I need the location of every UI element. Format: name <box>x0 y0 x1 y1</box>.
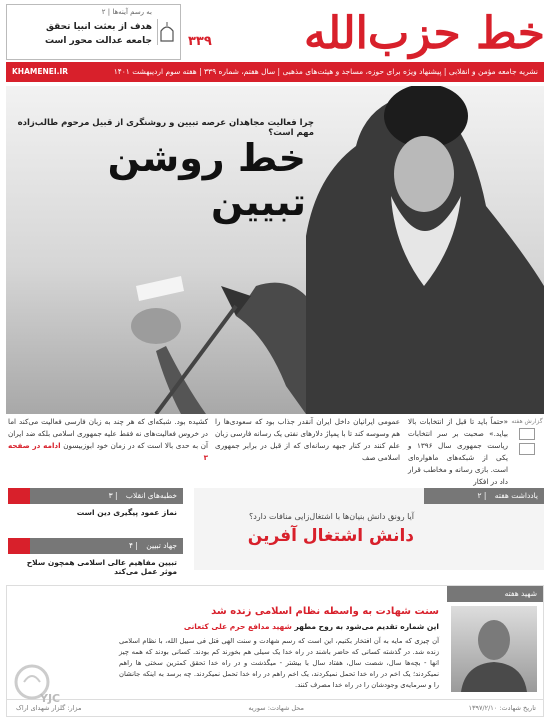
martyrdom-date: تاریخ شهادت: ۱۳۹۷/۲/۱۰ <box>468 704 536 712</box>
page-number: | ۴ <box>128 541 138 550</box>
martyr-quote: آن چیزی که مایه به آن افتخار بکنیم، این است که رسم شهادت و سنت الهی قتل فی سبیل الله، با نظام اسلامی زنده شد. در گذشته کسانی که حاضر باشند در راه خدا یک سیلی هم بخورند کم بودند. کسانی بودند که همه چیز انها - بچه‌ها سال، شصت سال، هفتاد سال با بیشتر - میگذشت و در راه خدا تحقق کمترین سختی ها راهم نمیکردند؛ یک اخم در راه خدا تحمل نمیکردند، یک اخم راهم در راه خدا تحمل نمیکردند. چه برسد به اینکه جانشان را و سرمایه‌ی وجودشان را در راه خدا مصرف کنند. <box>119 637 439 689</box>
cover-subtitle: چرا فعالیت مجاهدان عرصه تبیین و روشنگری از قبیل مرحوم طالب‌زاده مهم است؟ <box>17 118 314 138</box>
note-header-title: یادداشت هفته <box>494 491 538 500</box>
section-color-mark <box>8 488 30 504</box>
cover-headline[interactable]: خط روشن تبیین <box>107 136 306 224</box>
issue-number: ۳۳۹ <box>188 34 212 49</box>
cover-image <box>6 86 544 414</box>
section-jihad[interactable] <box>8 538 183 580</box>
note-header <box>424 488 544 504</box>
note-of-week[interactable] <box>194 488 544 570</box>
continue-link[interactable]: ادامه در صفحه ۳ <box>8 441 208 462</box>
document-icon <box>519 443 535 455</box>
martyr-of-week <box>6 585 544 717</box>
burial-place: مزار: گلزار شهدای اراک <box>16 704 82 712</box>
promo-line-2: جامعه عدالت محور است <box>44 36 152 46</box>
section-teaser: نماز عمود پیگیری دین است <box>76 508 177 517</box>
promo-line-1: هدف از بعثت انبیا تحقق <box>45 22 152 32</box>
section-title: خطبه‌های انقلاب <box>125 491 177 500</box>
page-number-value: ۳ <box>108 491 113 500</box>
martyr-name: شهید مدافع حرم علی کتعانی <box>183 622 292 631</box>
section-title: جهاد تبیین <box>146 541 177 550</box>
article-column-3 <box>8 416 208 464</box>
page-number-value: ۲ <box>477 491 482 500</box>
mosque-icon <box>157 19 177 45</box>
dedication-text: این شماره تقدیم می‌شود به روح مطهر <box>294 622 439 631</box>
section-color-mark <box>8 538 30 554</box>
issue-info-text: نشریه جامعه مؤمن و انقلابی | پیشنهاد ویژه برای حوزه، مساجد و هیئت‌های مذهبی | سال هفتم، شماره ۳۳۹ | هفته سوم اردیبهشت ۱۴۰۱ <box>113 67 538 76</box>
site-link[interactable]: KHAMENEI.IR <box>12 67 69 76</box>
note-headline[interactable]: دانش اشتغال آفرین <box>247 526 414 546</box>
section-header <box>8 488 183 504</box>
article-column-1: «حتماً باید تا قبل از انتخابات بالا بیاید.» صحبت بر سر انتخابات ریاست جمهوری سال ۱۳۹۶ و یکی از شبکه‌های ماهواره‌ای است. بازی رسانه و مخاطب قرار داد در افکار <box>408 417 508 486</box>
page-number-value: ۴ <box>128 541 133 550</box>
page-number: | ۲ <box>477 491 487 500</box>
note-kicker: آیا رونق دانش بنیان‌ها با اشتغال‌زایی منافات دارد؟ <box>248 512 414 521</box>
calendar-icon <box>519 428 535 440</box>
article-column-2: عمومی ایرانیان داخل ایران آنقدر جذاب بود که سعودی‌ها را هم وسوسه کند تا با پمپاژ دلارهای نفتی یک رسانه فارسی زبان علم کنند در کنار جبهه رسانه‌ای که از قبل در برابر جمهوری اسلامی صف <box>215 417 400 462</box>
promo-kicker: به رسم آینه‌ها | ۲ <box>101 8 152 16</box>
section-khotbe[interactable] <box>8 488 183 521</box>
martyrdom-place: محل شهادت: سوریه <box>248 704 304 712</box>
martyr-header: شهید هفته <box>447 586 543 602</box>
side-label-text: گزارش هفته <box>511 418 543 425</box>
martyr-footer <box>6 699 544 717</box>
section-teaser: تبیین مفاهیم عالی اسلامی همچون سلاح موثر عمل می‌کند <box>26 558 177 576</box>
masthead-logo: خط حزب‌الله <box>304 8 545 59</box>
page-number: | ۳ <box>108 491 118 500</box>
watermark-text: YJC <box>40 692 61 705</box>
report-side-label <box>510 418 544 478</box>
column-3-text: کشیده بود. شبکه‌ای که هر چند به زبان فارسی فعالیت می‌کند اما در خروس فعالیت‌های نه فقط علیه جمهوری اسلامی بلکه ضد ایران آن به حدی بالا است که در زمان خود ابوزبیسون <box>8 417 208 450</box>
martyr-dedication <box>184 622 439 631</box>
header-promo-box[interactable] <box>6 4 181 60</box>
martyr-headline[interactable]: سنت شهادت به واسطه نظام اسلامی زنده شد <box>211 606 439 617</box>
martyr-photo <box>451 606 537 692</box>
top-info-bar <box>6 62 544 82</box>
section-header <box>8 538 183 554</box>
